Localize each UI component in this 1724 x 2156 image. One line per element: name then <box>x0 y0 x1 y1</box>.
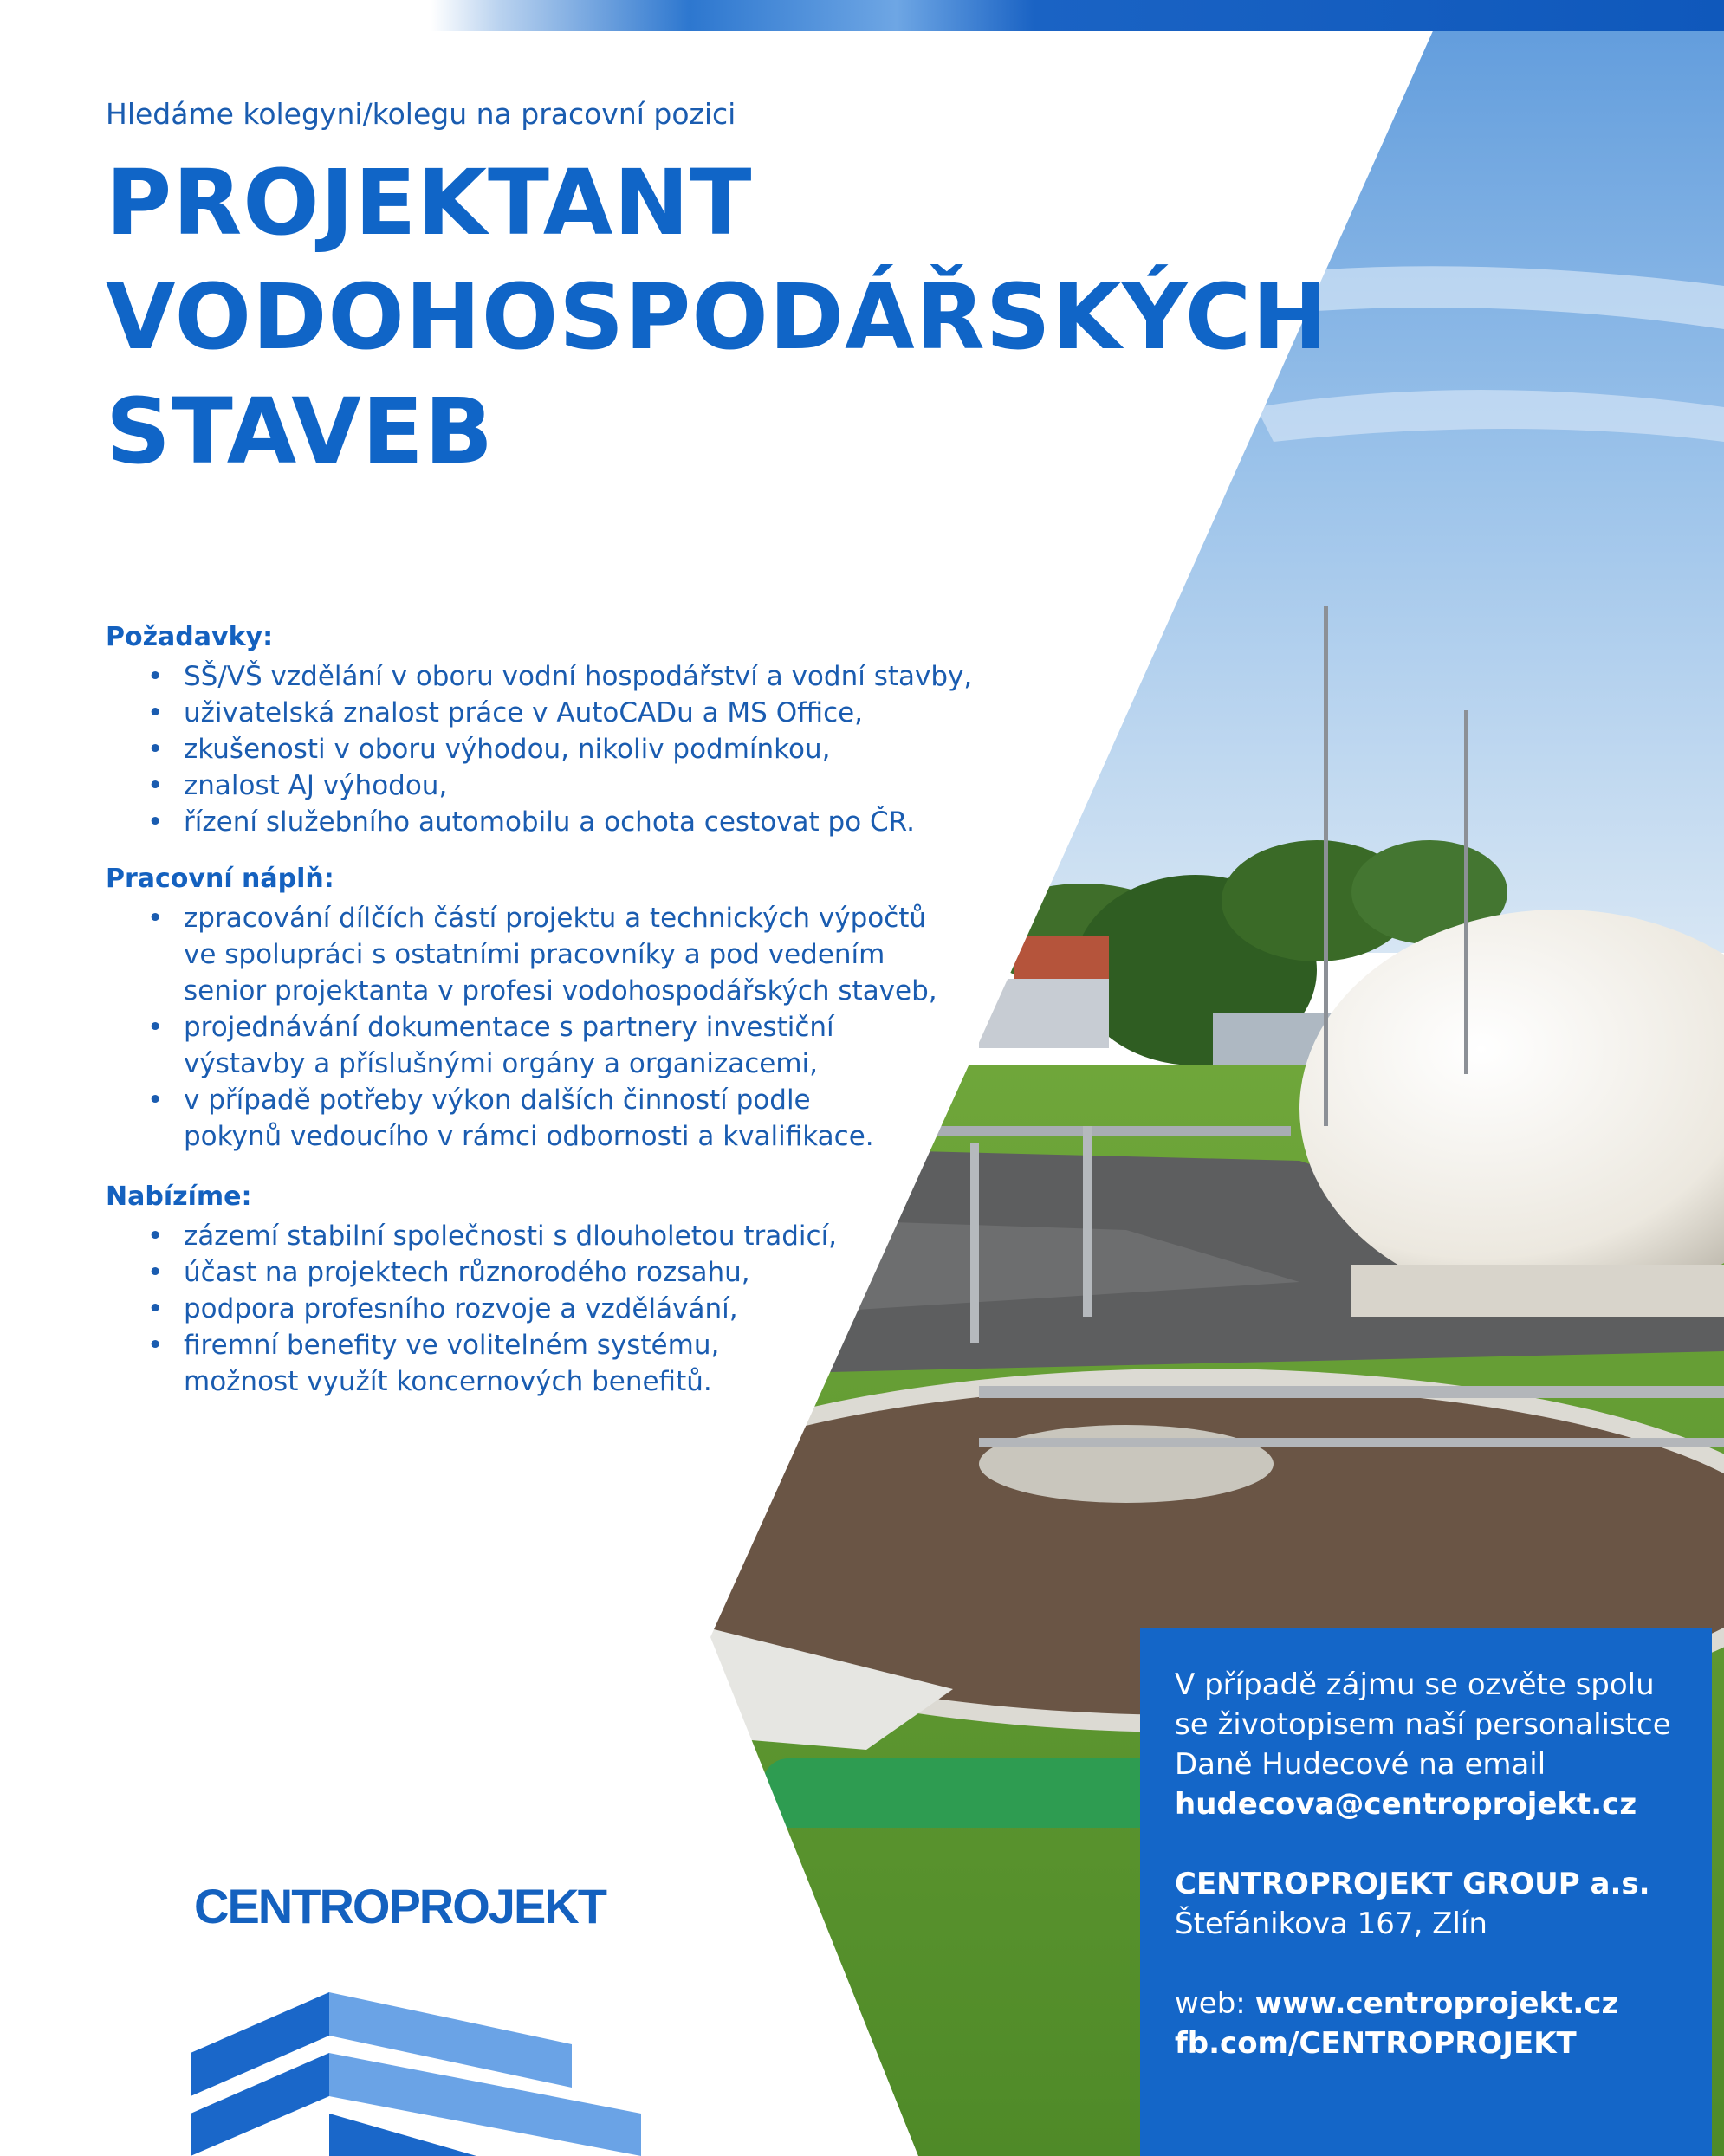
list-item-line: senior projektanta v profesi vodohospodářských staveb, <box>184 975 937 1007</box>
list-item-line: ve spolupráci s ostatními pracovníky a pod vedením <box>184 939 885 970</box>
company-name-text: CENTROPROJEKT GROUP a.s. <box>1175 1867 1650 1901</box>
list-item: • SŠ/VŠ vzdělání v oboru vodní hospodářství a vodní stavby, <box>106 658 972 695</box>
website-row <box>1175 1984 1677 2023</box>
list-item-line: • projednávání dokumentace s partnery investiční <box>184 1012 834 1043</box>
list-item <box>106 1327 837 1400</box>
building-logo-graphic <box>191 1984 676 2156</box>
requirements-heading: Požadavky: <box>106 622 274 652</box>
list-item <box>106 1254 837 1291</box>
duties-heading: Pracovní náplň: <box>106 864 334 894</box>
web-label: web: <box>1175 1986 1246 2021</box>
company-logo: CENTROPROJEKT <box>194 1879 606 1933</box>
list-item <box>106 1009 937 1082</box>
list-item-line: • účast na projektech různorodého rozsahu, <box>184 1257 750 1288</box>
company-name <box>1175 1864 1677 1904</box>
contact-line: V případě zájmu se ozvěte spolu <box>1175 1667 1655 1702</box>
contact-line: se životopisem naší personalistce <box>1175 1707 1671 1742</box>
contact-email-link[interactable] <box>1175 1784 1677 1824</box>
list-item-line: • podpora profesního rozvoje a vzdělávání, <box>184 1293 738 1324</box>
offer-heading: Nabízíme: <box>106 1182 252 1212</box>
list-item <box>106 1291 837 1327</box>
website-link[interactable]: www.centroprojekt.cz <box>1254 1986 1619 2021</box>
contact-line: Daně Hudecové na email <box>1175 1747 1546 1782</box>
list-item-line: • zpracování dílčích částí projektu a technických výpočtů <box>184 903 927 934</box>
facebook-row <box>1175 2023 1677 2063</box>
facebook-link[interactable]: fb.com/CENTROPROJEKT <box>1175 2026 1577 2061</box>
list-item-line: • v případě potřeby výkon dalších činností podle <box>184 1084 811 1116</box>
list-item: • řízení služebního automobilu a ochota cestovat po ČR. <box>106 804 972 840</box>
duties-list <box>106 900 937 1155</box>
offer-list <box>106 1218 837 1400</box>
list-item-line: • firemní benefity ve volitelném systému, <box>184 1330 720 1361</box>
list-item <box>106 1082 937 1155</box>
list-item-line: možnost využít koncernových benefitů. <box>184 1366 712 1397</box>
list-item: • uživatelská znalost práce v AutoCADu a MS Office, <box>106 695 972 731</box>
job-title-line: STAVEB <box>106 379 494 484</box>
list-item-line: pokynů vedoucího v rámci odbornosti a kvalifikace. <box>184 1121 874 1152</box>
intro-text: Hledáme kolegyni/kolegu na pracovní pozici <box>106 97 736 131</box>
list-item <box>106 1218 837 1254</box>
list-item: • zkušenosti v oboru výhodou, nikoliv podmínkou, <box>106 731 972 767</box>
job-title-line: VODOHOSPODÁŘSKÝCH <box>106 264 1329 370</box>
list-item-line: • zázemí stabilní společnosti s dlouholetou tradicí, <box>184 1220 838 1252</box>
job-title <box>106 146 1328 489</box>
contact-email[interactable]: hudecova@centroprojekt.cz <box>1175 1787 1637 1822</box>
list-item <box>106 900 937 1009</box>
requirements-list <box>106 658 972 840</box>
list-item-line: výstavby a příslušnými orgány a organizacemi, <box>184 1048 819 1079</box>
list-item: • znalost AJ výhodou, <box>106 767 972 804</box>
contact-box <box>1140 1628 1712 2156</box>
job-title-line: PROJEKTANT <box>106 150 753 256</box>
company-address: Štefánikova 167, Zlín <box>1175 1907 1487 1941</box>
top-blue-band <box>0 0 1724 31</box>
